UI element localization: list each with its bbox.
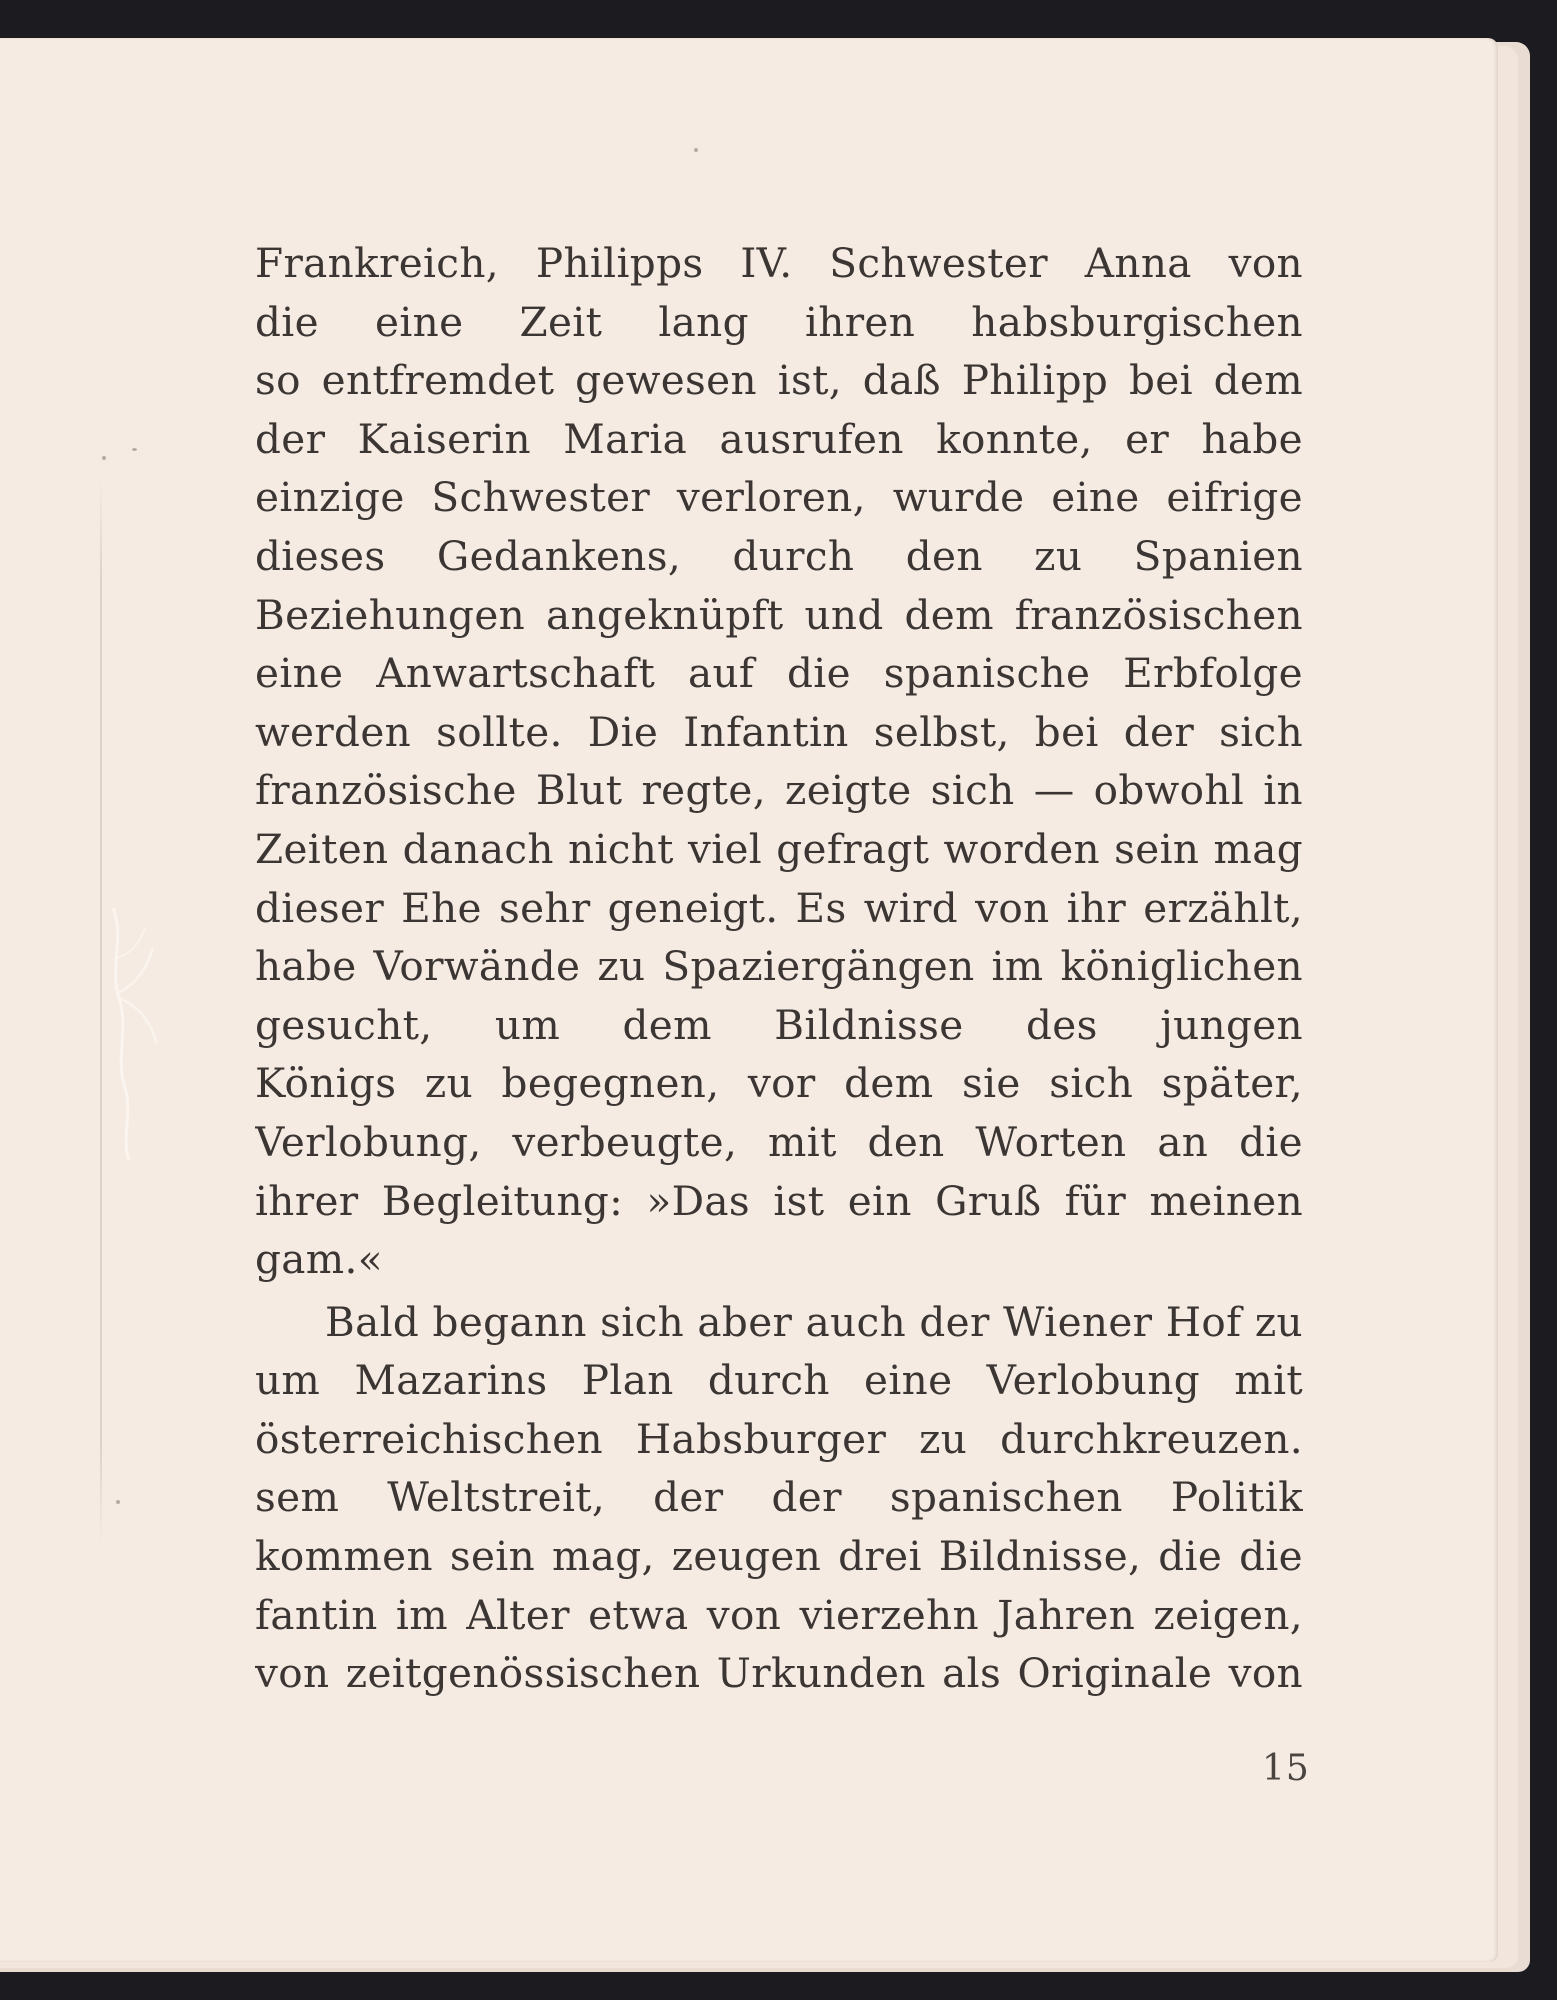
paper-speck — [102, 456, 106, 460]
text-line: gesucht, um dem Bildnisse des jungen — [255, 1000, 1303, 1049]
text-line: Königs zu begegnen, vor dem sie sich später, — [255, 1059, 1303, 1108]
paragraph-2 — [255, 1293, 1303, 1703]
text-line: dieses Gedankens, durch den zu Spanien — [255, 531, 1303, 580]
text-line: von zeitgenössischen Urkunden als Originale von — [255, 1649, 1303, 1698]
paper-speck — [132, 448, 137, 451]
text-line: dieser Ehe sehr geneigt. Es wird von ihr erzählt, — [255, 883, 1303, 932]
text-line: Bald begann sich aber auch der Wiener Hof zu — [325, 1297, 1303, 1346]
text-line: Zeiten danach nicht viel gefragt worden sein mag — [255, 824, 1303, 873]
text-line: ihrer Begleitung: »Das ist ein Gruß für meinen — [255, 1176, 1303, 1225]
paper-speck — [116, 1500, 120, 1504]
paper-speck — [694, 148, 698, 152]
text-line: kommen sein mag, zeugen drei Bildnisse, die die — [255, 1532, 1303, 1581]
text-line: einzige Schwester verloren, wurde eine eifrige — [255, 473, 1303, 522]
binding-thread-icon — [95, 898, 170, 1168]
text-line: Verlobung, verbeugte, mit den Worten an die — [255, 1117, 1303, 1166]
text-line: so entfremdet gewesen ist, daß Philipp bei dem — [255, 356, 1303, 405]
text-line: werden sollte. Die Infantin selbst, bei der sich — [255, 707, 1303, 756]
text-line: Frankreich, Philipps IV. Schwester Anna von — [255, 239, 1303, 287]
page-number: 15 — [1262, 1748, 1310, 1789]
text-line: der Kaiserin Maria ausrufen konnte, er habe — [255, 414, 1303, 463]
text-line: die eine Zeit lang ihren habsburgischen — [255, 297, 1303, 346]
text-line: Beziehungen angeknüpft und dem französischen — [255, 590, 1303, 639]
text-line: gam.« — [255, 1235, 383, 1284]
book-page — [0, 38, 1498, 1962]
text-line: habe Vorwände zu Spaziergängen im königlichen — [255, 942, 1303, 991]
text-line: französische Blut regte, zeigte sich — obwohl in — [255, 766, 1303, 815]
text-line: eine Anwartschaft auf die spanische Erbfolge — [255, 649, 1303, 698]
text-line: sem Weltstreit, der der spanischen Politik — [255, 1473, 1303, 1522]
body-text — [255, 234, 1303, 1703]
text-line: fantin im Alter etwa von vierzehn Jahren zeigen, — [255, 1590, 1303, 1639]
text-line: österreichischen Habsburger zu durchkreuzen. — [255, 1414, 1303, 1463]
text-line: um Mazarins Plan durch eine Verlobung mit — [255, 1356, 1303, 1405]
paragraph-1 — [255, 234, 1303, 1289]
